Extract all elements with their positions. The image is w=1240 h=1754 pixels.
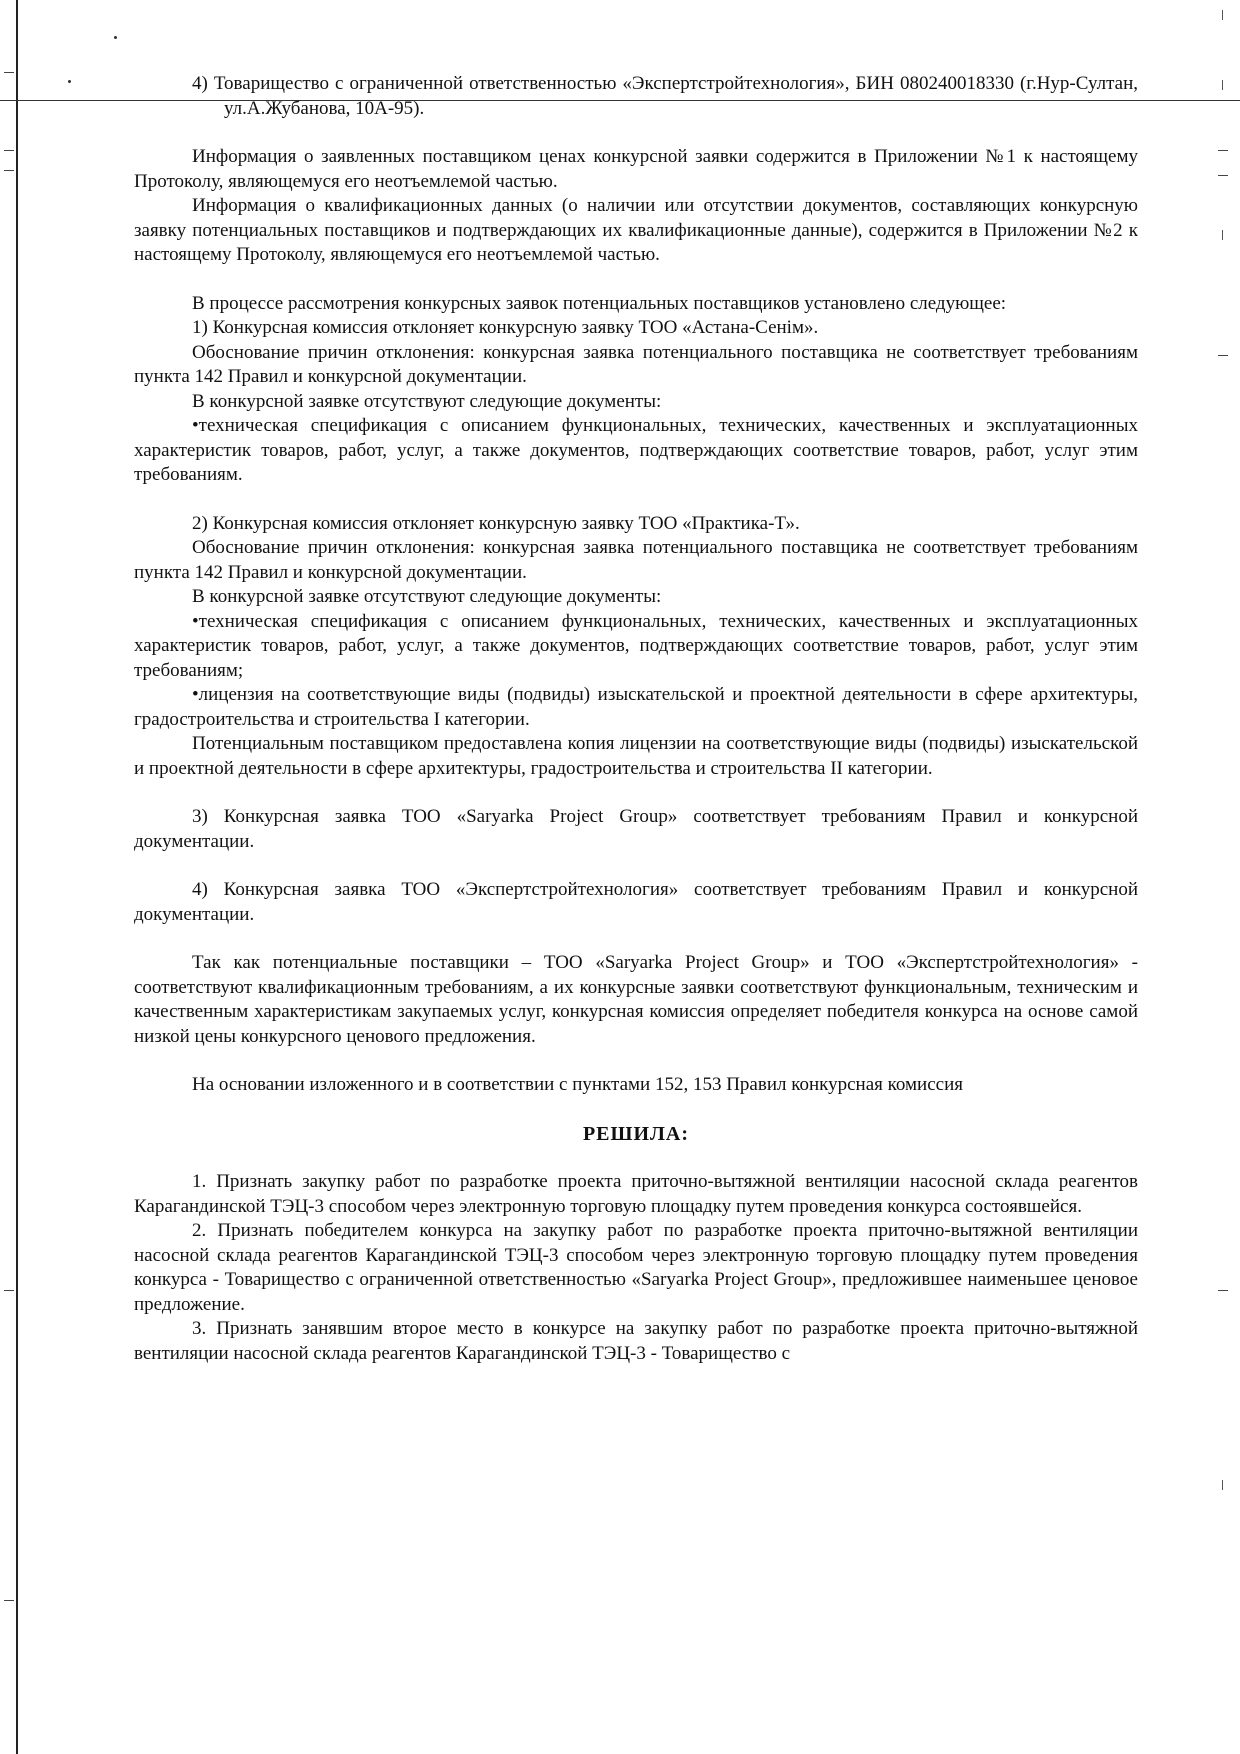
rejection-1-bullet	[134, 414, 1138, 488]
decision-item: 1. Признать закупку работ по разработке проекта приточно-вытяжной вентиляции насосной склада реагентов Карагандинской ТЭЦ-3 способом через электронную торговую площадку путем проведения конкурса состоявшейся.	[134, 1171, 1138, 1217]
winner-basis-paragraph: Так как потенциальные поставщики – ТОО «Saryarka Project Group» и ТОО «Экспертстройтехнология» - соответствуют квалификационным требованиям, а их конкурсные заявки соответствуют функциональным, техническим и качественным характеристикам закупаемых услуг, конкурсная комиссия определяет победителя конкурса на основе самой низкой цены конкурсного ценового предложения.	[134, 952, 1138, 1047]
review-intro-paragraph: В процессе рассмотрения конкурсных заявок потенциальных поставщиков установлено следующее:	[192, 292, 1007, 314]
bullet-text: лицензия на соответствующие виды (подвиды) изыскательской и проектной деятельности в сфере архитектуры, градостроительства и строительства I категории.	[134, 684, 1138, 730]
qualification-info-paragraph: Информация о квалификационных данных (о наличии или отсутствии документов, составляющих конкурсную заявку потенциальных поставщиков и подтверждающих их квалификационные данные), содержится в Приложении №2 к настоящему Протоколу, являющемуся его неотъемлемой частью.	[134, 195, 1138, 265]
rejection-1-reason: Обоснование причин отклонения: конкурсная заявка потенциального поставщика не соответствует требованиям пункта 142 Правил и конкурсной документации.	[134, 341, 1138, 387]
compliance-3-paragraph: 3) Конкурсная заявка ТОО «Saryarka Project Group» соответствует требованиям Правил и конкурсной документации.	[134, 806, 1138, 852]
scan-edge-mark	[1218, 355, 1228, 356]
scan-edge-mark	[1222, 1480, 1223, 1490]
rejection-2-note: Потенциальным поставщиком предоставлена копия лицензии на соответствующие виды (подвиды) изыскательской и проектной деятельности в сфере архитектуры, градостроительства и строительства II категории.	[134, 733, 1138, 779]
bullet-glyph: •	[192, 415, 199, 436]
rejection-2-missing-intro: В конкурсной заявке отсутствуют следующие документы:	[192, 586, 662, 607]
supplier-item-4: 4) Товарищество с ограниченной ответственностью «Экспертстройтехнология», БИН 080240018330 (г.Нур-Султан, ул.А.Жубанова, 10А-95).	[192, 73, 1138, 119]
scan-edge-mark	[1218, 175, 1228, 176]
bullet-glyph: •	[192, 684, 199, 705]
scan-edge-mark	[1218, 150, 1228, 151]
bullet-text: техническая спецификация с описанием функциональных, технических, качественных и эксплуатационных характеристик товаров, работ, услуг, а также документов, подтверждающих соответствие товаров, работ, услуг этим требованиям.	[134, 415, 1138, 485]
scan-edge-mark	[1222, 10, 1223, 20]
scan-edge-mark	[1218, 1290, 1228, 1291]
bullet-text: техническая спецификация с описанием функциональных, технических, качественных и эксплуатационных характеристик товаров, работ, услуг, а также документов, подтверждающих соответствие товаров, работ, услуг этим требованиям;	[134, 610, 1138, 681]
scan-speck	[114, 36, 117, 39]
scan-edge-mark	[1222, 230, 1223, 240]
rejection-2-title: 2) Конкурсная комиссия отклоняет конкурсную заявку ТОО «Практика-Т».	[192, 512, 800, 534]
prices-info-paragraph: Информация о заявленных поставщиком ценах конкурсной заявки содержится в Приложении №1 к настоящему Протоколу, являющемуся его неотъемлемой частью.	[134, 146, 1138, 192]
rejection-2-reason: Обоснование причин отклонения: конкурсная заявка потенциального поставщика не соответствует требованиям пункта 142 Правил и конкурсной документации.	[134, 537, 1138, 583]
rejection-1-title: 1) Конкурсная комиссия отклоняет конкурсную заявку ТОО «Астана-Сенім».	[192, 317, 819, 338]
scan-edge-mark	[4, 170, 14, 171]
scan-edge-mark	[4, 150, 14, 151]
rejection-1-missing-intro: В конкурсной заявке отсутствуют следующие документы:	[192, 390, 662, 412]
legal-basis-paragraph: На основании изложенного и в соответствии с пунктами 152, 153 Правил конкурсная комиссия	[192, 1074, 964, 1095]
compliance-4-paragraph: 4) Конкурсная заявка ТОО «Экспертстройтехнология» соответствует требованиям Правил и конкурсной документации.	[134, 879, 1138, 925]
decision-item: 3. Признать занявшим второе место в конкурсе на закупку работ по разработке проекта приточно-вытяжной вентиляции насосной склада реагентов Карагандинской ТЭЦ-3 - Товарищество с	[134, 1318, 1138, 1364]
rejection-2-bullet	[134, 610, 1138, 684]
scan-edge-mark	[4, 72, 14, 73]
decision-item: 2. Признать победителем конкурса на закупку работ по разработке проекта приточно-вытяжной вентиляции насосной склада реагентов Карагандинской ТЭЦ-3 способом через электронную торговую площадку путем проведения конкурса - Товарищество с ограниченной ответственностью «Saryarka Project Group», предложившее наименьшее ценовое предложение.	[134, 1220, 1138, 1315]
scan-edge-mark	[4, 1600, 14, 1601]
scan-speck	[68, 80, 71, 83]
bullet-glyph: •	[192, 610, 199, 632]
rejection-2-bullet	[134, 683, 1138, 732]
scan-edge-mark	[1222, 80, 1223, 90]
binding-edge-line	[16, 0, 18, 1754]
protocol-text	[134, 72, 1138, 1366]
scan-edge-mark	[4, 1290, 14, 1291]
decision-heading: РЕШИЛА:	[582, 1122, 690, 1145]
